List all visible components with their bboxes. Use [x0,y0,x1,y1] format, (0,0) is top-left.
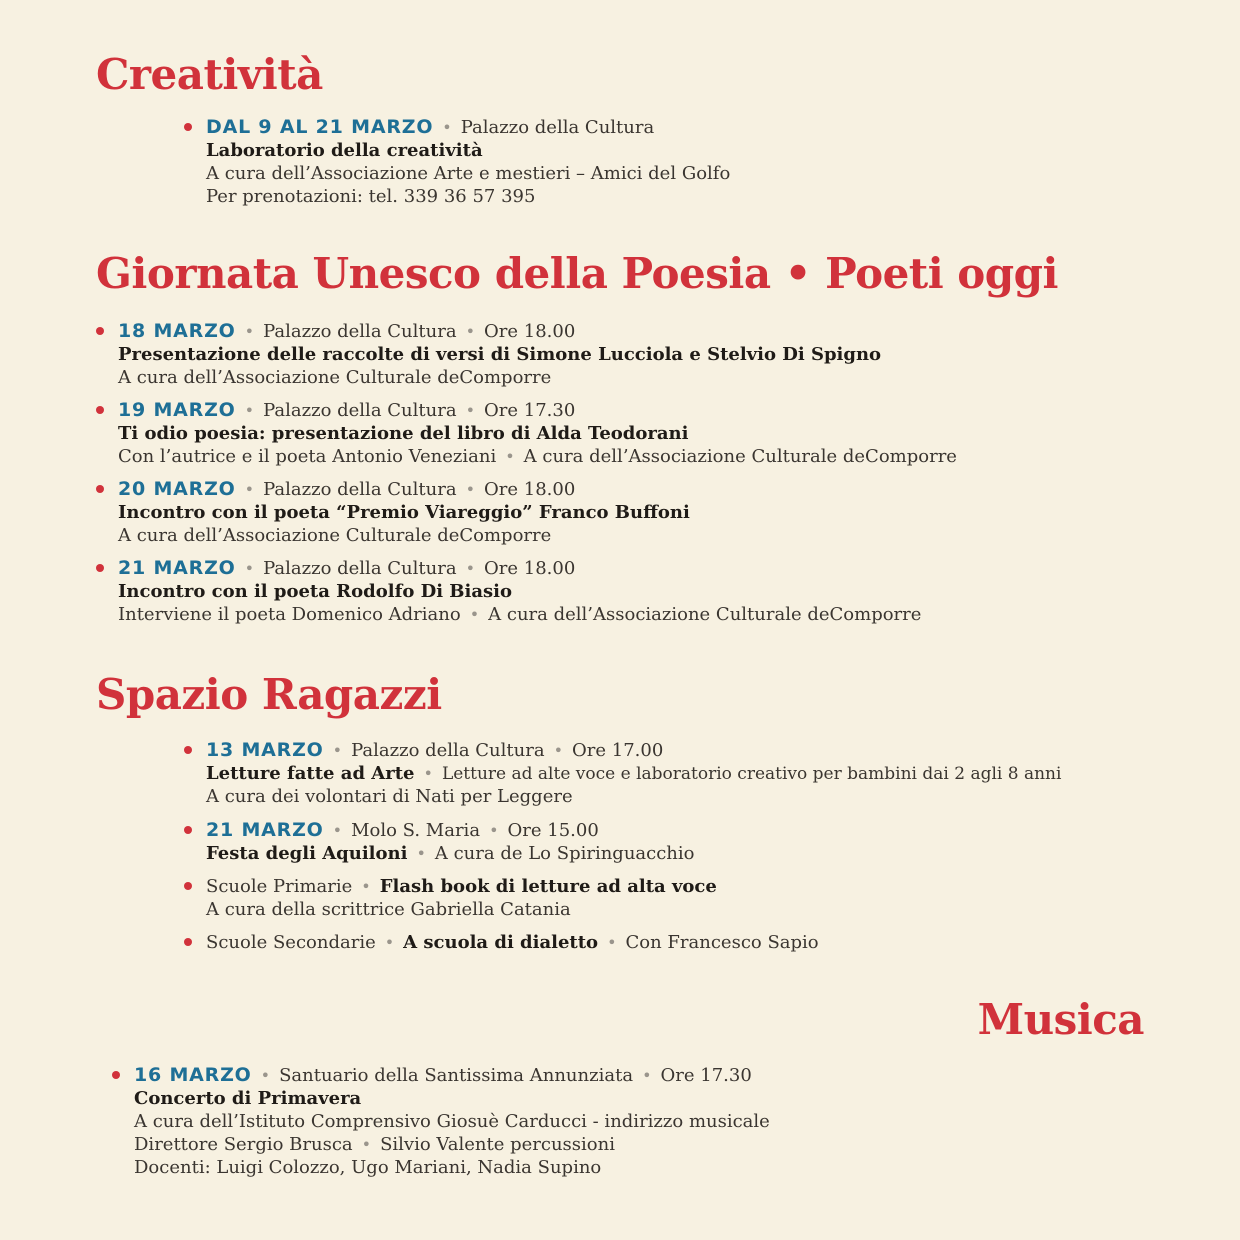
event-time: Ore 17.30 [484,400,576,421]
event-guests: Interviene il poeta Domenico Adriano [118,604,461,625]
event-date: 21 MARZO [206,819,324,841]
bullet-icon [184,123,192,131]
event-title: Laboratorio della creatività [206,140,483,161]
bullet-icon [96,327,104,335]
separator-dot: • [244,559,255,578]
event-poesia-20 [118,478,690,547]
event-creativita [206,116,730,208]
separator-dot: • [332,821,343,840]
event-date: DAL 9 AL 21 MARZO [206,116,434,138]
event-place: Palazzo della Cultura [263,558,457,579]
separator-dot: • [505,447,515,466]
separator-dot: • [465,480,475,499]
bullet-icon [96,564,104,572]
event-date: 18 MARZO [118,320,236,342]
bullet-icon [184,826,192,834]
event-organizer: A cura de Lo Spiringuacchio [434,843,695,864]
event-place: Palazzo della Cultura [351,740,545,761]
event-title: Festa degli Aquiloni [206,843,408,864]
event-organizer: A cura della scrittrice Gabriella Catania [206,899,571,920]
event-ragazzi-13 [206,739,1061,808]
event-musica-16 [134,1064,770,1179]
event-place: Palazzo della Cultura [263,479,457,500]
event-organizer: A cura dell’Associazione Culturale deComporre [488,604,922,625]
event-organizer: A cura dell’Associazione Culturale deComporre [118,367,552,388]
separator-dot: • [416,844,426,863]
event-poesia-18 [118,320,881,389]
separator-dot: • [489,821,499,840]
event-time: Ore 17.30 [660,1065,752,1086]
separator-dot: • [244,480,255,499]
event-time: Ore 17.00 [572,740,664,761]
event-date: 19 MARZO [118,399,236,421]
event-audience: Scuole Primarie [206,876,353,897]
separator-dot: • [442,118,452,137]
event-time: Ore 18.00 [484,321,576,342]
event-title: Concerto di Primavera [134,1088,362,1109]
event-place: Palazzo della Cultura [460,117,655,138]
separator-dot: • [465,322,475,341]
event-time: Ore 15.00 [507,820,599,841]
separator-dot: • [642,1066,652,1085]
event-place: Palazzo della Cultura [263,321,457,342]
event-description: Letture ad alte voce e laboratorio creativo per bambini dai 2 agli 8 anni [441,764,1062,784]
event-title: Incontro con il poeta Rodolfo Di Biasio [118,581,512,602]
event-percussion: Silvio Valente percussioni [380,1134,615,1155]
bullet-icon [184,882,192,890]
event-teachers: Docenti: Luigi Colozzo, Ugo Mariani, Nadia Supino [134,1157,602,1178]
separator-dot: • [244,322,255,341]
event-poesia-21 [118,557,921,626]
event-organizer: A cura dell’Associazione Culturale deComporre [118,525,552,546]
event-title: Letture fatte ad Arte [206,763,415,784]
event-booking: Per prenotazioni: tel. 339 36 57 395 [206,186,536,207]
event-ragazzi-secondarie [206,931,819,954]
separator-dot: • [260,1066,271,1085]
event-time: Ore 18.00 [484,479,576,500]
event-guests: Con l’autrice e il poeta Antonio Veneziani [118,446,497,467]
separator-dot: • [469,605,480,624]
separator-dot: • [361,1135,372,1154]
event-title: A scuola di dialetto [403,932,599,953]
event-place: Palazzo della Cultura [263,400,457,421]
bullet-icon [96,485,104,493]
event-ragazzi-21 [206,819,695,865]
separator-dot: • [465,401,475,420]
separator-dot: • [244,401,255,420]
event-date: 13 MARZO [206,739,324,761]
separator-dot: • [423,764,433,783]
event-poesia-19 [118,399,957,468]
event-title: Incontro con il poeta “Premio Viareggio” Franco Buffoni [118,502,690,523]
section-title-poesia: Giornata Unesco della Poesia • Poeti oggi [96,249,1058,298]
separator-dot: • [361,877,371,896]
event-place: Santuario della Santissima Annunziata [279,1065,634,1086]
event-organizer: A cura dell’Associazione Arte e mestieri – Amici del Golfo [206,163,731,184]
event-place: Molo S. Maria [351,820,481,841]
event-director: Direttore Sergio Brusca [134,1134,353,1155]
event-time: Ore 18.00 [484,558,576,579]
event-organizer: A cura dell’Istituto Comprensivo Giosuè Carducci - indirizzo musicale [134,1111,770,1132]
event-date: 16 MARZO [134,1064,252,1086]
event-title: Presentazione delle raccolte di versi di Simone Lucciola e Stelvio Di Spigno [118,344,882,365]
section-title-ragazzi: Spazio Ragazzi [96,670,442,719]
event-audience: Scuole Secondarie [206,932,376,953]
separator-dot: • [332,741,343,760]
bullet-icon [96,406,104,414]
bullet-icon [184,746,192,754]
event-ragazzi-primarie [206,875,717,921]
event-guests: Con Francesco Sapio [625,932,819,953]
event-organizer: A cura dell’Associazione Culturale deComporre [523,446,957,467]
section-title-creativita: Creatività [96,50,323,99]
event-date: 21 MARZO [118,557,236,579]
bullet-icon [184,938,192,946]
bullet-icon [112,1071,120,1079]
event-title: Flash book di letture ad alta voce [379,876,717,897]
separator-dot: • [553,741,563,760]
event-organizer: A cura dei volontari di Nati per Leggere [206,786,573,807]
event-date: 20 MARZO [118,478,236,500]
section-title-musica: Musica [977,995,1144,1044]
separator-dot: • [465,559,475,578]
event-title: Ti odio poesia: presentazione del libro di Alda Teodorani [118,423,689,444]
separator-dot: • [384,933,395,952]
separator-dot: • [607,933,617,952]
